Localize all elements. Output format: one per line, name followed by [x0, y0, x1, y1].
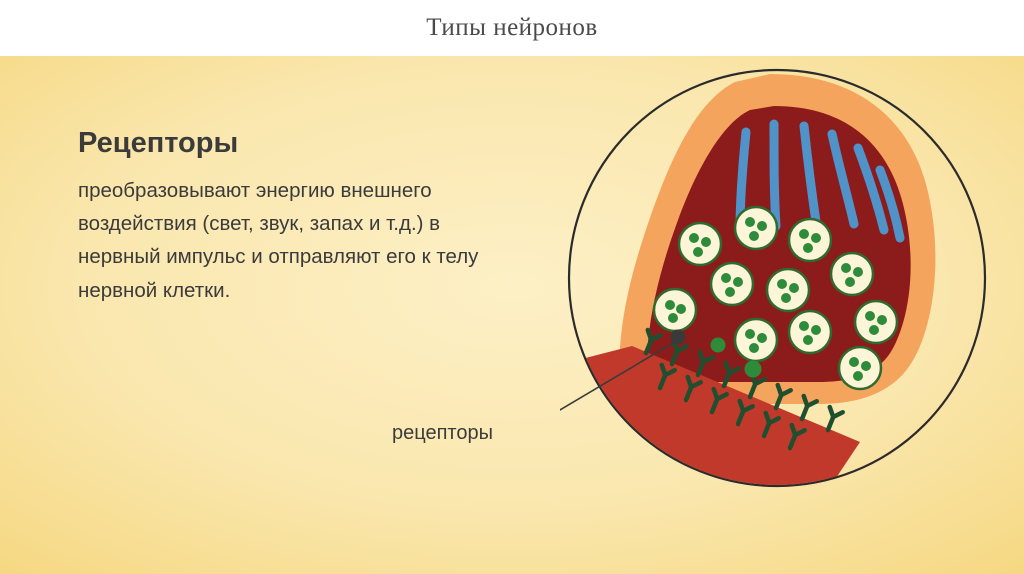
title-bar: [0, 0, 1024, 56]
diagram-container: [560, 62, 1000, 522]
fusing-vesicle: [654, 289, 696, 331]
body-paragraph: преобразовывают энергию внешнего воздействия (свет, звук, запах и т.д.) в нервный импульс и отправляют его к телу нервной клетки.: [78, 178, 479, 302]
page-title: Типы нейронов: [426, 14, 598, 41]
text-block: [78, 128, 498, 307]
heading-receptors: Рецепторы: [78, 127, 239, 159]
callout-label-receptors: рецепторы: [392, 422, 493, 444]
